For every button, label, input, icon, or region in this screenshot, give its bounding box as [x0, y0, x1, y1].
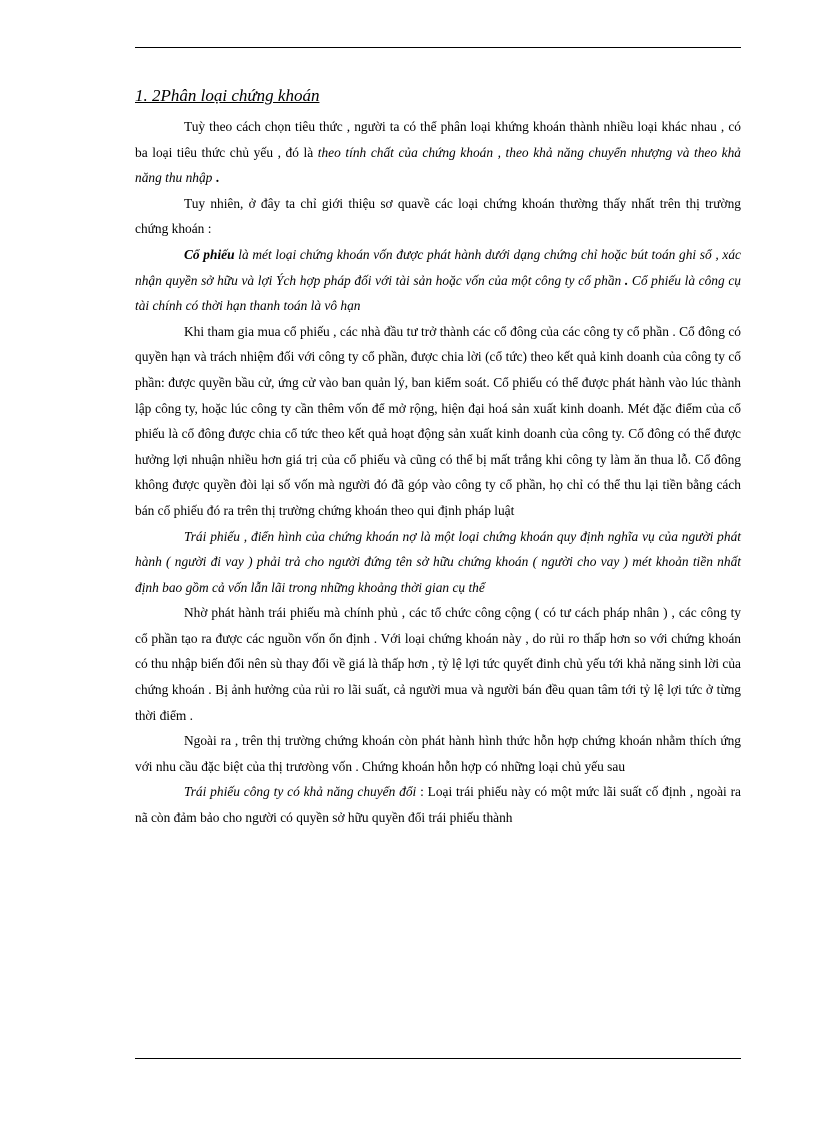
paragraph-convertible — [135, 779, 741, 830]
paragraph-stock-definition — [135, 242, 741, 319]
paragraph-classification — [135, 114, 741, 191]
document-body — [135, 84, 741, 831]
paragraph-shareholders: Khi tham gia mua cổ phiếu , các nhà đầu tư trở thành các cổ đông của các công ty cổ phần . Cổ đông có quyền hạn và trách nhiệm đối với công ty cổ phần, được chia lời (cổ tức) theo kết quả kinh doanh của công ty cổ phần: được quyền bầu cử, ứng cử vào ban quản lý, ban kiểm soát. Cổ phiếu có thể được phát hành vào lúc thành lập công ty, hoặc lúc công ty cần thêm vốn để mở rộng, hiện đại hoá sản xuất kinh doanh. Mét đặc điểm của cổ phiếu là cổ đông được chia cổ tức theo kết quả hoạt động sản xuất kinh doanh của công ty. Cổ đông có thể được hưởng lợi nhuận nhiều hơn giá trị của cổ phiếu và cũng có thể bị mất trắng khi công ty làm ăn thua lỗ. Cổ đông không được quyền đòi lại số vốn mà người đó đã góp vào công ty cổ phần, họ chỉ có thể thu lại tiền bằng cách bán cổ phiếu đó ra trên thị trường chứng khoán theo qui định pháp luật — [135, 323, 741, 518]
paragraph-bold-dot: . — [624, 272, 629, 288]
term-convertible-bond: Trái phiếu công ty có khả năng chuyển đổi — [184, 784, 417, 800]
paragraph-hybrid: Ngoài ra , trên thị trường chứng khoán còn phát hành hình thức hỗn hợp chứng khoán nhằm thích ứng với nhu cầu đặc biệt của thị trươòng vốn . Chứng khoán hỗn hợp có những loại chủ yếu sau — [135, 733, 741, 774]
header-rule — [135, 47, 741, 48]
paragraph-end: . — [212, 170, 220, 186]
paragraph-italic-text: theo tính chất của chứng khoán , theo khả năng chuyển nhượng và theo khả năng thu nhập — [135, 144, 741, 186]
paragraph-bond-issuance: Nhờ phát hành trái phiếu mà chính phủ , các tổ chức công cộng ( có tư cách pháp nhân ) , các công ty cổ phần tạo ra được các nguồn vốn ổn định . Với loại chứng khoán này , do rủi ro thấp hơn so với chứng khoán có thu nhập biến đổi nên sù thay đổi về giá là thấp hơn , tỷ lệ lợi tức quyết đinh chủ yếu tới khả năng sinh lời của chứng khoán . Bị ảnh hưởng của rủi ro lãi suất, cả người mua và người bán đều quan tâm tới tỷ lệ lợi tức ở từng thời điểm . — [135, 605, 741, 723]
paragraph-bond-definition: Trái phiếu , điển hình của chứng khoán nợ là một loại chứng khoán quy định nghĩa vụ của người phát hành ( người đi vay ) phải trả cho người đứng tên sở hữu chứng khoán ( người cho vay ) mét khoản tiền nhất định bao gồm cả vốn lẫn lãi trong những khoảng thời gian cụ thể — [135, 528, 741, 595]
paragraph-text: : Loại trái phiếu này có một mức lãi suất cố định , ngoài ra nã còn đảm bảo cho người có quyền sở hữu quyền đổi trái phiếu thành — [135, 784, 741, 826]
term-stock: Cổ phiếu — [184, 246, 235, 262]
paragraph-text: Tuỳ theo cách chọn tiêu thức , người ta có thể phân loại khứng khoán thành nhiều loại khác nhau , có ba loại tiêu thức chủ yếu , đó là — [135, 119, 741, 160]
paragraph-text: là mét loại chứng khoán vốn được phát hành dưới dạng chứng chỉ hoặc bút toán ghi sổ , xác nhận quyền sở hữu và lợi Ých hợp pháp đối với tài sản hoặc vốn của một công ty cổ phần — [135, 246, 741, 288]
footer-rule — [135, 1058, 741, 1059]
section-heading: 1. 2Phân loại chứng khoán — [135, 86, 320, 105]
paragraph-text: Cổ phiếu là công cụ tài chính có thời hạn thanh toán là vô hạn — [135, 272, 741, 314]
paragraph-intro: Tuy nhiên, ở đây ta chỉ giới thiệu sơ quavề các loại chứng khoán thường thấy nhất trên thị trường chứng khoán : — [135, 195, 741, 237]
